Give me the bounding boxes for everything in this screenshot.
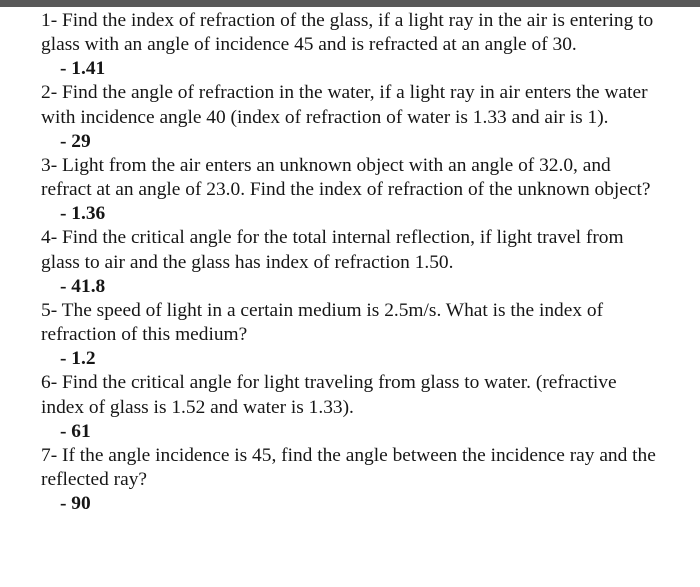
question-3-answer: - 1.36	[60, 203, 106, 225]
question-2-text: 2- Find the angle of refraction in the water, if a light ray in air enters the water with incidence angle 40 (index of refraction of water is 1.33 and air is 1).	[41, 82, 648, 128]
question-6-answer: - 61	[60, 420, 91, 442]
question-5-text: 5- The speed of light in a certain medium is 2.5m/s. What is the index of refraction of this medium?	[41, 299, 604, 346]
question-5-answer: - 1.2	[60, 348, 96, 370]
question-7-answer: - 90	[60, 493, 91, 515]
question-4-text: 4- Find the critical angle for the total internal reflection, if light travel from glass to air and the glass has index of refraction 1.50.	[41, 227, 624, 273]
question-list	[41, 9, 661, 516]
question-6-text: 6- Find the critical angle for light traveling from glass to water. (refractive index of glass is 1.52 and water is 1.33).	[41, 372, 617, 418]
top-bar	[0, 0, 700, 7]
question-1-text: 1- Find the index of refraction of the glass, if a light ray in the air is entering to glass with an angle of incidence 45 and is refracted at an angle of 30.	[41, 10, 654, 56]
question-2-answer: - 29	[60, 130, 91, 152]
question-3-text: 3- Light from the air enters an unknown object with an angle of 32.0, and refract at an angle of 23.0. Find the index of refraction of the unknown object?	[41, 154, 651, 201]
question-1-answer: - 1.41	[60, 58, 106, 80]
question-7-text: 7- If the angle incidence is 45, find the angle between the incidence ray and the reflected ray?	[41, 444, 656, 490]
question-4-answer: - 41.8	[60, 275, 106, 297]
